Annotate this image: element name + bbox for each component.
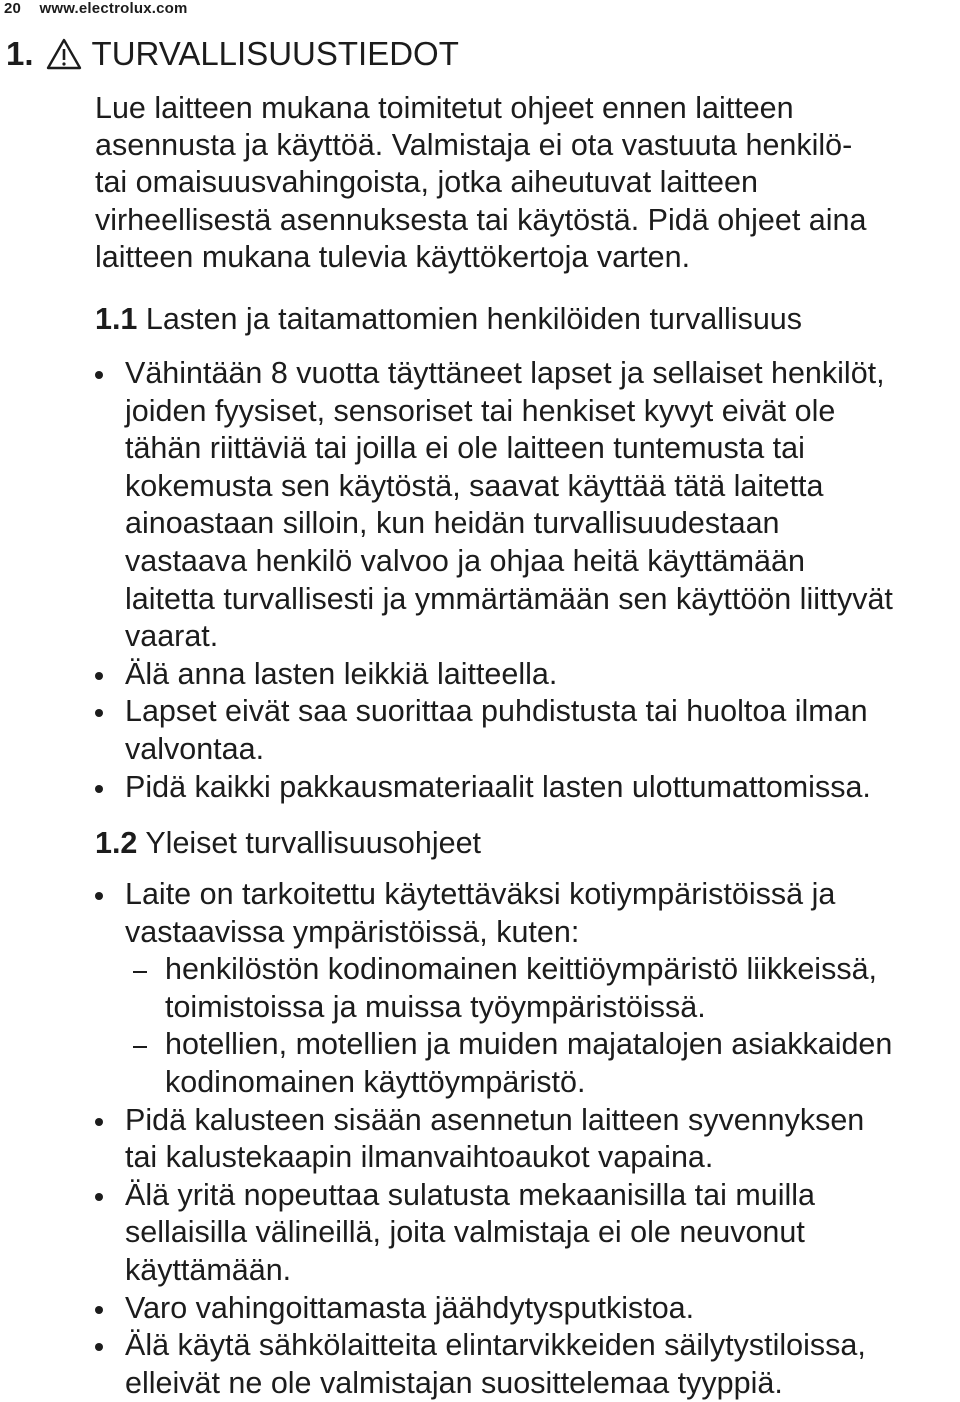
section-number: 1.1 [95, 302, 138, 336]
list-item-line: Älä yritä nopeuttaa sulatusta mekaanisilla tai muilla [125, 1177, 816, 1212]
section-heading-1-1 [95, 300, 802, 338]
list-item-line: Lapset eivät saa suorittaa puhdistusta tai huoltoa ilman [125, 694, 868, 729]
list-item [125, 769, 960, 807]
list-item-line: vastaava henkilö valvoo ja ohjaa heitä käyttämään [125, 543, 805, 578]
bullet-icon [95, 672, 103, 680]
website-link[interactable]: www.electrolux.com [39, 0, 188, 17]
page-header [4, 0, 188, 17]
list-item-line: Pidä kalusteen sisään asennetun laitteen syvennyksen [125, 1102, 865, 1137]
intro-line: asennusta ja käyttöä. Valmistaja ei ota vastuuta henkilö- [95, 128, 853, 163]
list-item-line: kokemusta sen käytöstä, saavat käyttää tätä laitetta [125, 468, 824, 503]
intro-line: laitteen mukana tulevia käyttökertoja varten. [95, 239, 691, 274]
sub-list-item-line: henkilöstön kodinomainen keittiöympäristö liikkeissä, [165, 952, 878, 987]
bullet-icon [95, 1343, 103, 1351]
intro-paragraph [95, 90, 955, 276]
bullet-icon [95, 892, 103, 900]
list-item-line: Älä anna lasten leikkiä laitteella. [125, 656, 558, 691]
list-item [125, 1290, 960, 1328]
child-safety-list [125, 355, 960, 806]
chapter-title: TURVALLISUUSTIEDOT [91, 35, 459, 72]
list-item-line: Älä käytä sähkölaitteita elintarvikkeiden säilytystiloissa, [125, 1328, 866, 1363]
list-item-line: vaarat. [125, 619, 219, 654]
list-item-line: käyttämään. [125, 1252, 292, 1287]
sub-list-item-line: toimistoissa ja muissa työympäristöissä. [165, 989, 706, 1024]
intro-line: virheellisestä asennuksesta tai käytöstä. Pidä ohjeet aina [95, 202, 867, 237]
list-item-line: Varo vahingoittamasta jäähdytysputkistoa. [125, 1290, 695, 1325]
section-title: Yleiset turvallisuusohjeet [137, 826, 482, 860]
intro-line: tai omaisuusvahingoista, jotka aiheutuvat laitteen [95, 165, 758, 200]
list-item-line: joiden fyysiset, sensoriset tai henkiset kyvyt eivät ole [125, 393, 836, 428]
sub-list-item-line: kodinomainen käyttöympäristö. [165, 1064, 586, 1099]
list-item [125, 656, 960, 694]
list-item-line: Pidä kaikki pakkausmateriaalit lasten ulottumattomissa. [125, 769, 871, 804]
list-item-line: laitetta turvallisesti ja ymmärtämään sen käyttöön liittyvät [125, 581, 893, 616]
list-item [125, 1102, 960, 1177]
general-safety-list [125, 876, 960, 1402]
bullet-icon [95, 371, 103, 379]
intro-line: Lue laitteen mukana toimitetut ohjeet ennen laitteen [95, 91, 794, 125]
list-item [125, 1327, 960, 1402]
sub-list-item-line: hotellien, motellien ja muiden majatalojen asiakkaiden [165, 1027, 893, 1062]
list-item-line: vastaavissa ympäristöissä, kuten: [125, 914, 580, 949]
list-item-line: tai kalustekaapin ilmanvaihtoaukot vapaina. [125, 1140, 714, 1175]
bullet-icon [95, 1306, 103, 1314]
dash-icon [133, 1046, 147, 1048]
list-item-line: Vähintään 8 vuotta täyttäneet lapset ja sellaiset henkilöt, [125, 356, 885, 390]
bullet-icon [95, 1193, 103, 1201]
bullet-icon [95, 709, 103, 717]
warning-triangle-icon [46, 38, 82, 70]
chapter-heading [6, 34, 459, 74]
list-item [125, 876, 960, 1102]
dash-icon [133, 971, 147, 973]
list-item-line: sellaisilla välineillä, joita valmistaja ei ole neuvonut [125, 1215, 805, 1250]
chapter-number: 1. [6, 35, 34, 72]
list-item-line: valvontaa. [125, 731, 265, 766]
bullet-icon [95, 1118, 103, 1126]
bullet-icon [95, 785, 103, 793]
list-item-line: Laite on tarkoitettu käytettäväksi kotiympäristöissä ja [125, 877, 836, 911]
sub-list-item [165, 1026, 960, 1101]
list-item [125, 693, 960, 768]
section-title: Lasten ja taitamattomien henkilöiden turvallisuus [137, 302, 803, 336]
section-heading-1-2 [95, 824, 481, 862]
list-item [125, 1177, 960, 1290]
sub-list-item [165, 951, 960, 1026]
list-item-line: ainoastaan silloin, kun heidän turvallisuudestaan [125, 506, 780, 541]
list-item-line: elleivät ne ole valmistajan suosittelemaa tyyppiä. [125, 1365, 783, 1400]
page-number: 20 [4, 0, 22, 17]
list-item [125, 355, 960, 656]
list-item-line: tähän riittäviä tai joilla ei ole laitteen tuntemusta tai [125, 431, 805, 466]
section-number: 1.2 [95, 826, 138, 860]
